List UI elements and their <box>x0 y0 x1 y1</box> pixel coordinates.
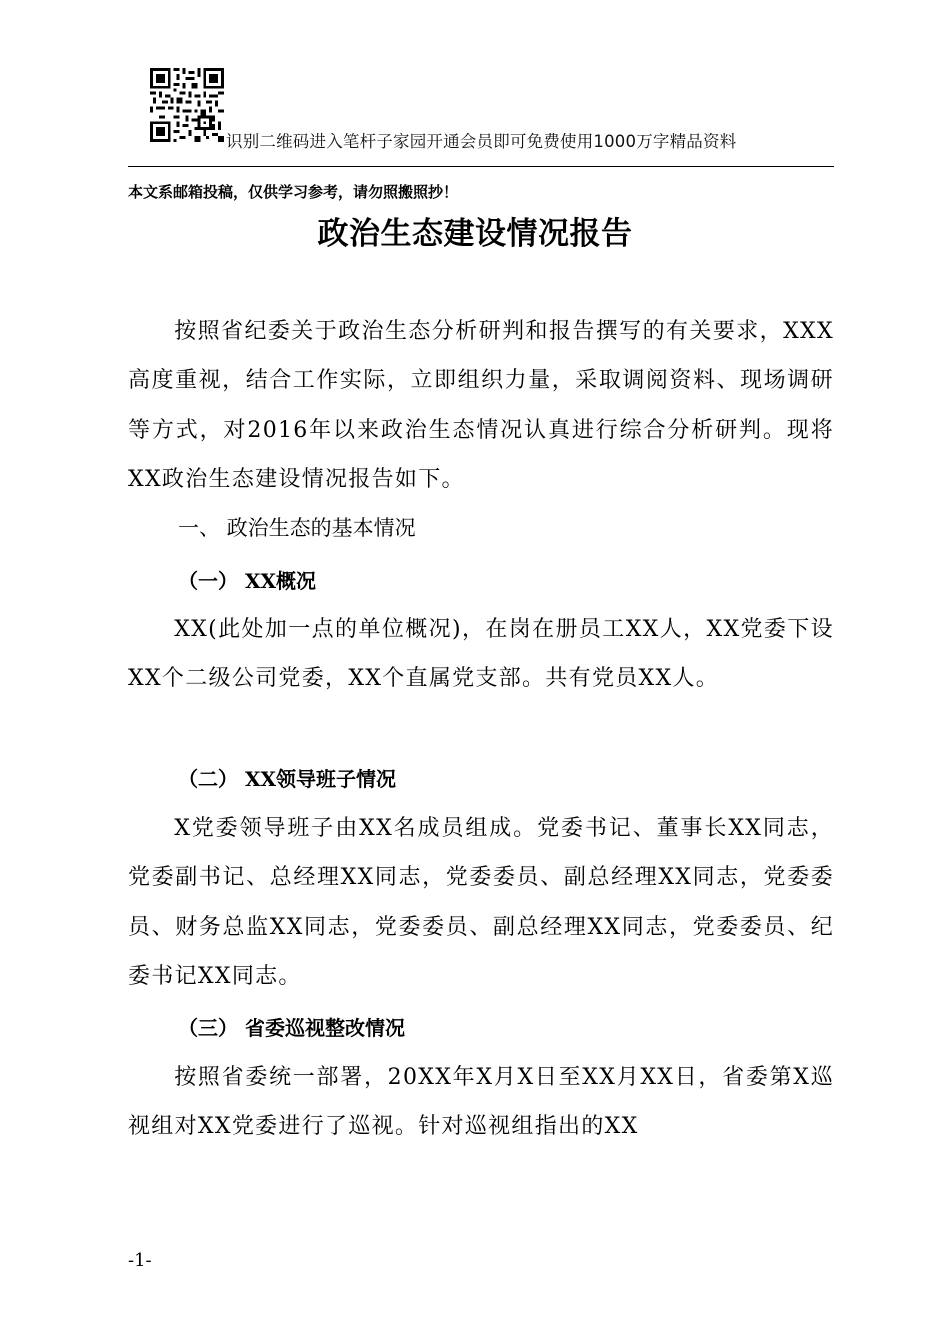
overview-paragraph-block <box>128 605 834 704</box>
overview-paragraph: XX(此处加一点的单位概况)，在岗在册员工XX人，XX党委下设XX个二级公司党委，XX个直属党支部。共有党员XX人。 <box>128 617 834 692</box>
subsection-heading-leadership: （二） XX领导班子情况 <box>178 767 396 791</box>
intro-paragraph-block <box>128 307 834 505</box>
intro-paragraph: 按照省纪委关于政治生态分析研判和报告撰写的有关要求，XXX高度重视，结合工作实际，立即组织力量，采取调阅资料、现场调研等方式，对2016年以来政治生态情况认真进行综合分析研判。现将XX政治生态建设情况报告如下。 <box>128 319 834 493</box>
disclaimer-text: 本文系邮箱投稿，仅供学习参考，请勿照搬照抄！ <box>128 183 459 201</box>
leadership-paragraph-block <box>128 804 834 1002</box>
header-promo-note: 识别二维码进入笔杆子家园开通会员即可免费使用1000万字精品资料 <box>226 132 737 151</box>
subsection-heading-inspection: （三） 省委巡视整改情况 <box>178 1016 405 1040</box>
leadership-paragraph: X党委领导班子由XX名成员组成。党委书记、董事长XX同志，党委副书记、总经理XX同志，党委委员、副总经理XX同志，党委委员、财务总监XX同志，党委委员、副总经理XX同志，党委委员、纪委书记XX同志。 <box>128 816 834 990</box>
subsection-heading-overview: （一） XX概况 <box>178 569 316 593</box>
page-number: -1- <box>128 1250 152 1271</box>
inspection-paragraph: 按照省委统一部署，20XX年X月X日至XX月XX日，省委第X巡视组对XX党委进行了巡视。针对巡视组指出的XX <box>128 1065 834 1140</box>
qr-code <box>150 68 224 142</box>
header-divider <box>128 166 834 167</box>
section-heading-basic-situation: 一、 政治生态的基本情况 <box>178 516 416 540</box>
inspection-paragraph-block <box>128 1053 834 1152</box>
document-title: 政治生态建设情况报告 <box>317 216 633 252</box>
